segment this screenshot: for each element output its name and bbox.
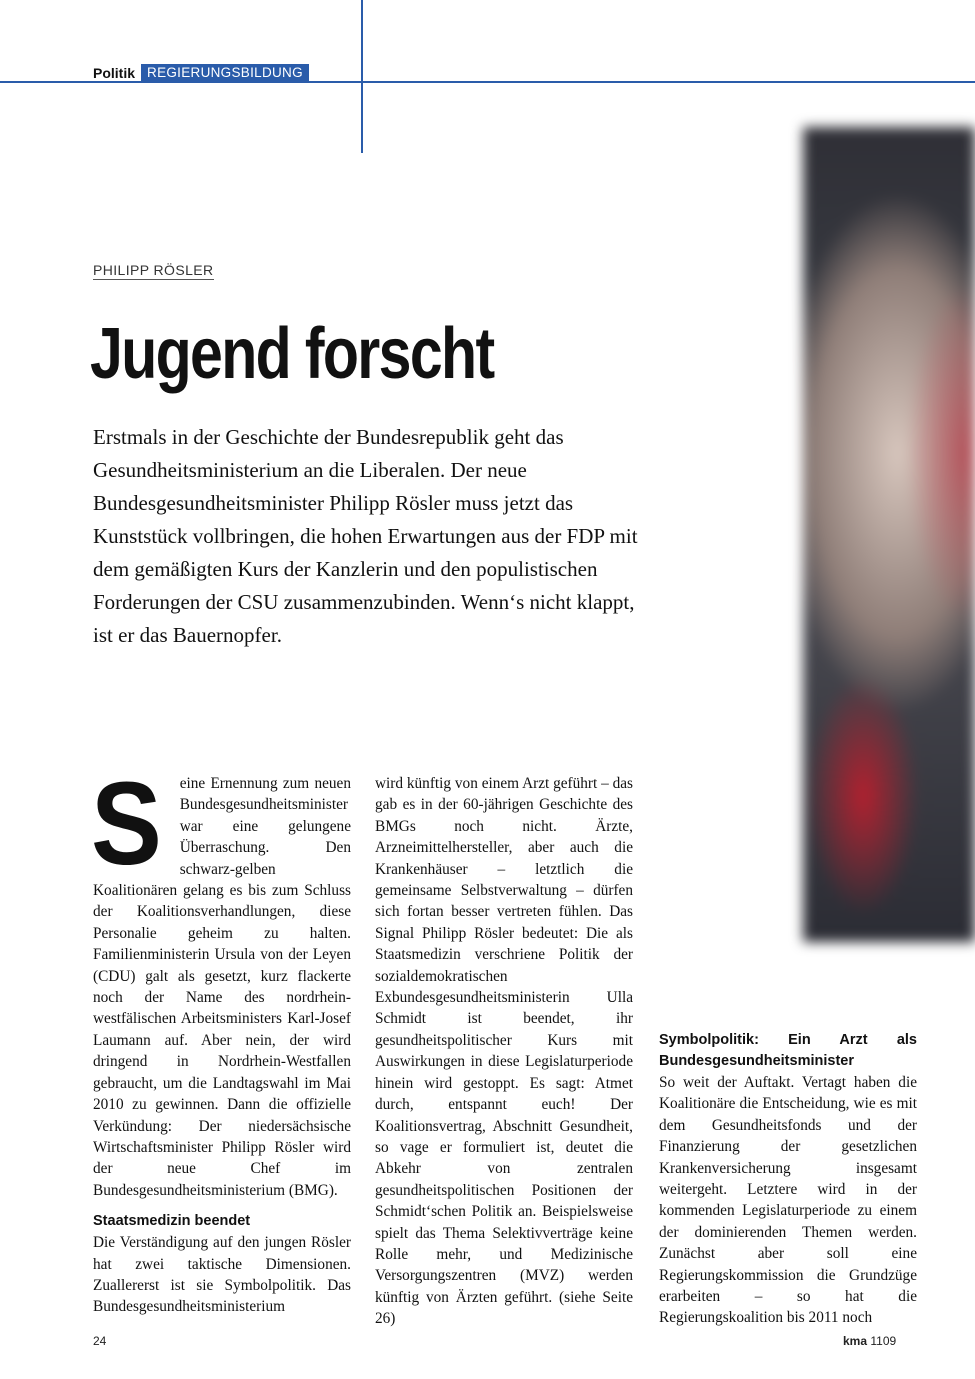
drop-cap: S [91,758,162,890]
paragraph: So weit der Auftakt. Vertagt haben die Koalitionäre die Entscheidung, wie es mit dem Gesundheitsfonds und der Finanzierung der gesetzlichen Krankenversicherung insgesamt weitergeht. Letztere wird in der kommenden Legislaturperiode zu einem der dominierenden Themen werden. Zunächst aber soll eine Regierungskommission die Grundzüge erarbeiten – so hat die Regierungskoalition bis 2011 noch [659,1074,917,1327]
subhead: Symbolpolitik: Ein Arzt als Bundesgesundheitsminister [659,1032,917,1069]
paragraph-text: eine Ernennung zum neuen Bundesgesundheitsminister war eine gelungene Überraschung. Den schwarz-gelben Koalitionären gelang es bis zum Schluss der Koalitionsverhandlungen, diese Personalie geheim zu halten. Familienministerin Ursula von der Leyen (CDU) galt als gesetzt, kurz flackerte noch der Name des nordrhein-westfälischen Arbeitsministers Karl-Josef Laumann auf. Aber nein, der wird dringend in Nordrhein-Westfallen gebraucht, um die Landtagswahl im Mai 2010 zu gewinnen. Dann die offizielle Verkündung: Der niedersächsische Wirtschaftsminister Philipp Rösler wird der neue Chef im Bundesgesundheitsministerium (BMG). [93,775,351,1199]
paragraph: Die Verständigung auf den jungen Rösler hat zwei taktische Dimensionen. Zuallererst ist sie Symbolpolitik. Das Bundesgesundheitsministerium [93,1234,351,1316]
body-column-2 [375,773,633,1330]
paragraph: wird künftig von einem Arzt geführt – das gab es in der 60-jährigen Geschichte des BMGs noch nicht. Ärzte, Arzneimittelhersteller, aber auch die Krankenhäuser – letztlich die gemeinsame Selbstverwaltung – dürfen sich fortan besser vertreten fühlen. Das Signal Philipp Rösler bedeutet: Die als Staatsmedizin verschriene Politik der sozialdemokratischen Exbundesgesundheitsministerin Ulla Schmidt ist beendet, ihr gesundheitspolitischer Kurs mit Auswirkungen in diese Legislaturperiode hinein wird gestoppt. Es sagt: Atmet durch, entspannt euch! Der Koalitionsvertrag, Abschnitt Gesundheit, so vage er formuliert ist, deutet die Abkehr von zentralen gesundheitspolitischen Positionen der Schmidt‘schen Politik an. Beispielsweise spielt das Thema Selektivverträge keine Rolle mehr, und Medizinische Versorgungszentren (MVZ) werden künftig von Ärzten geführt. (siehe Seite 26) [375,775,633,1328]
page-number: 24 [93,1334,107,1348]
issue-number: 1109 [870,1334,897,1348]
section-label: Politik [93,65,136,81]
article-kicker: PHILIPP RÖSLER [93,262,214,278]
body-column-1 [91,758,351,1318]
vertical-rule [361,0,363,153]
magazine-issue [843,1334,896,1348]
subhead: Staatsmedizin beendet [93,1213,251,1230]
article-lede: Erstmals in der Geschichte der Bundesrepublik geht das Gesundheitsministerium an die Liberalen. Der neue Bundesgesundheitsminister Philipp Rösler muss jetzt das Kunststück vollbringen, die hohen Erwartungen aus der FDP mit dem gemäßigten Kurs der Kanzlerin und den populistischen Forderungen der CSU zusammenzubinden. Wenn‘s nicht klappt, ist er das Bauernopfer. [93,425,638,647]
subsection-label: REGIERUNGSBILDUNG [141,64,309,82]
section-rubric [93,64,309,82]
body-column-3 [659,1030,917,1329]
article-title: Jugend forscht [90,314,494,394]
magazine-name: kma [843,1334,868,1348]
paragraph [91,758,351,1201]
portrait-photo [803,127,975,942]
